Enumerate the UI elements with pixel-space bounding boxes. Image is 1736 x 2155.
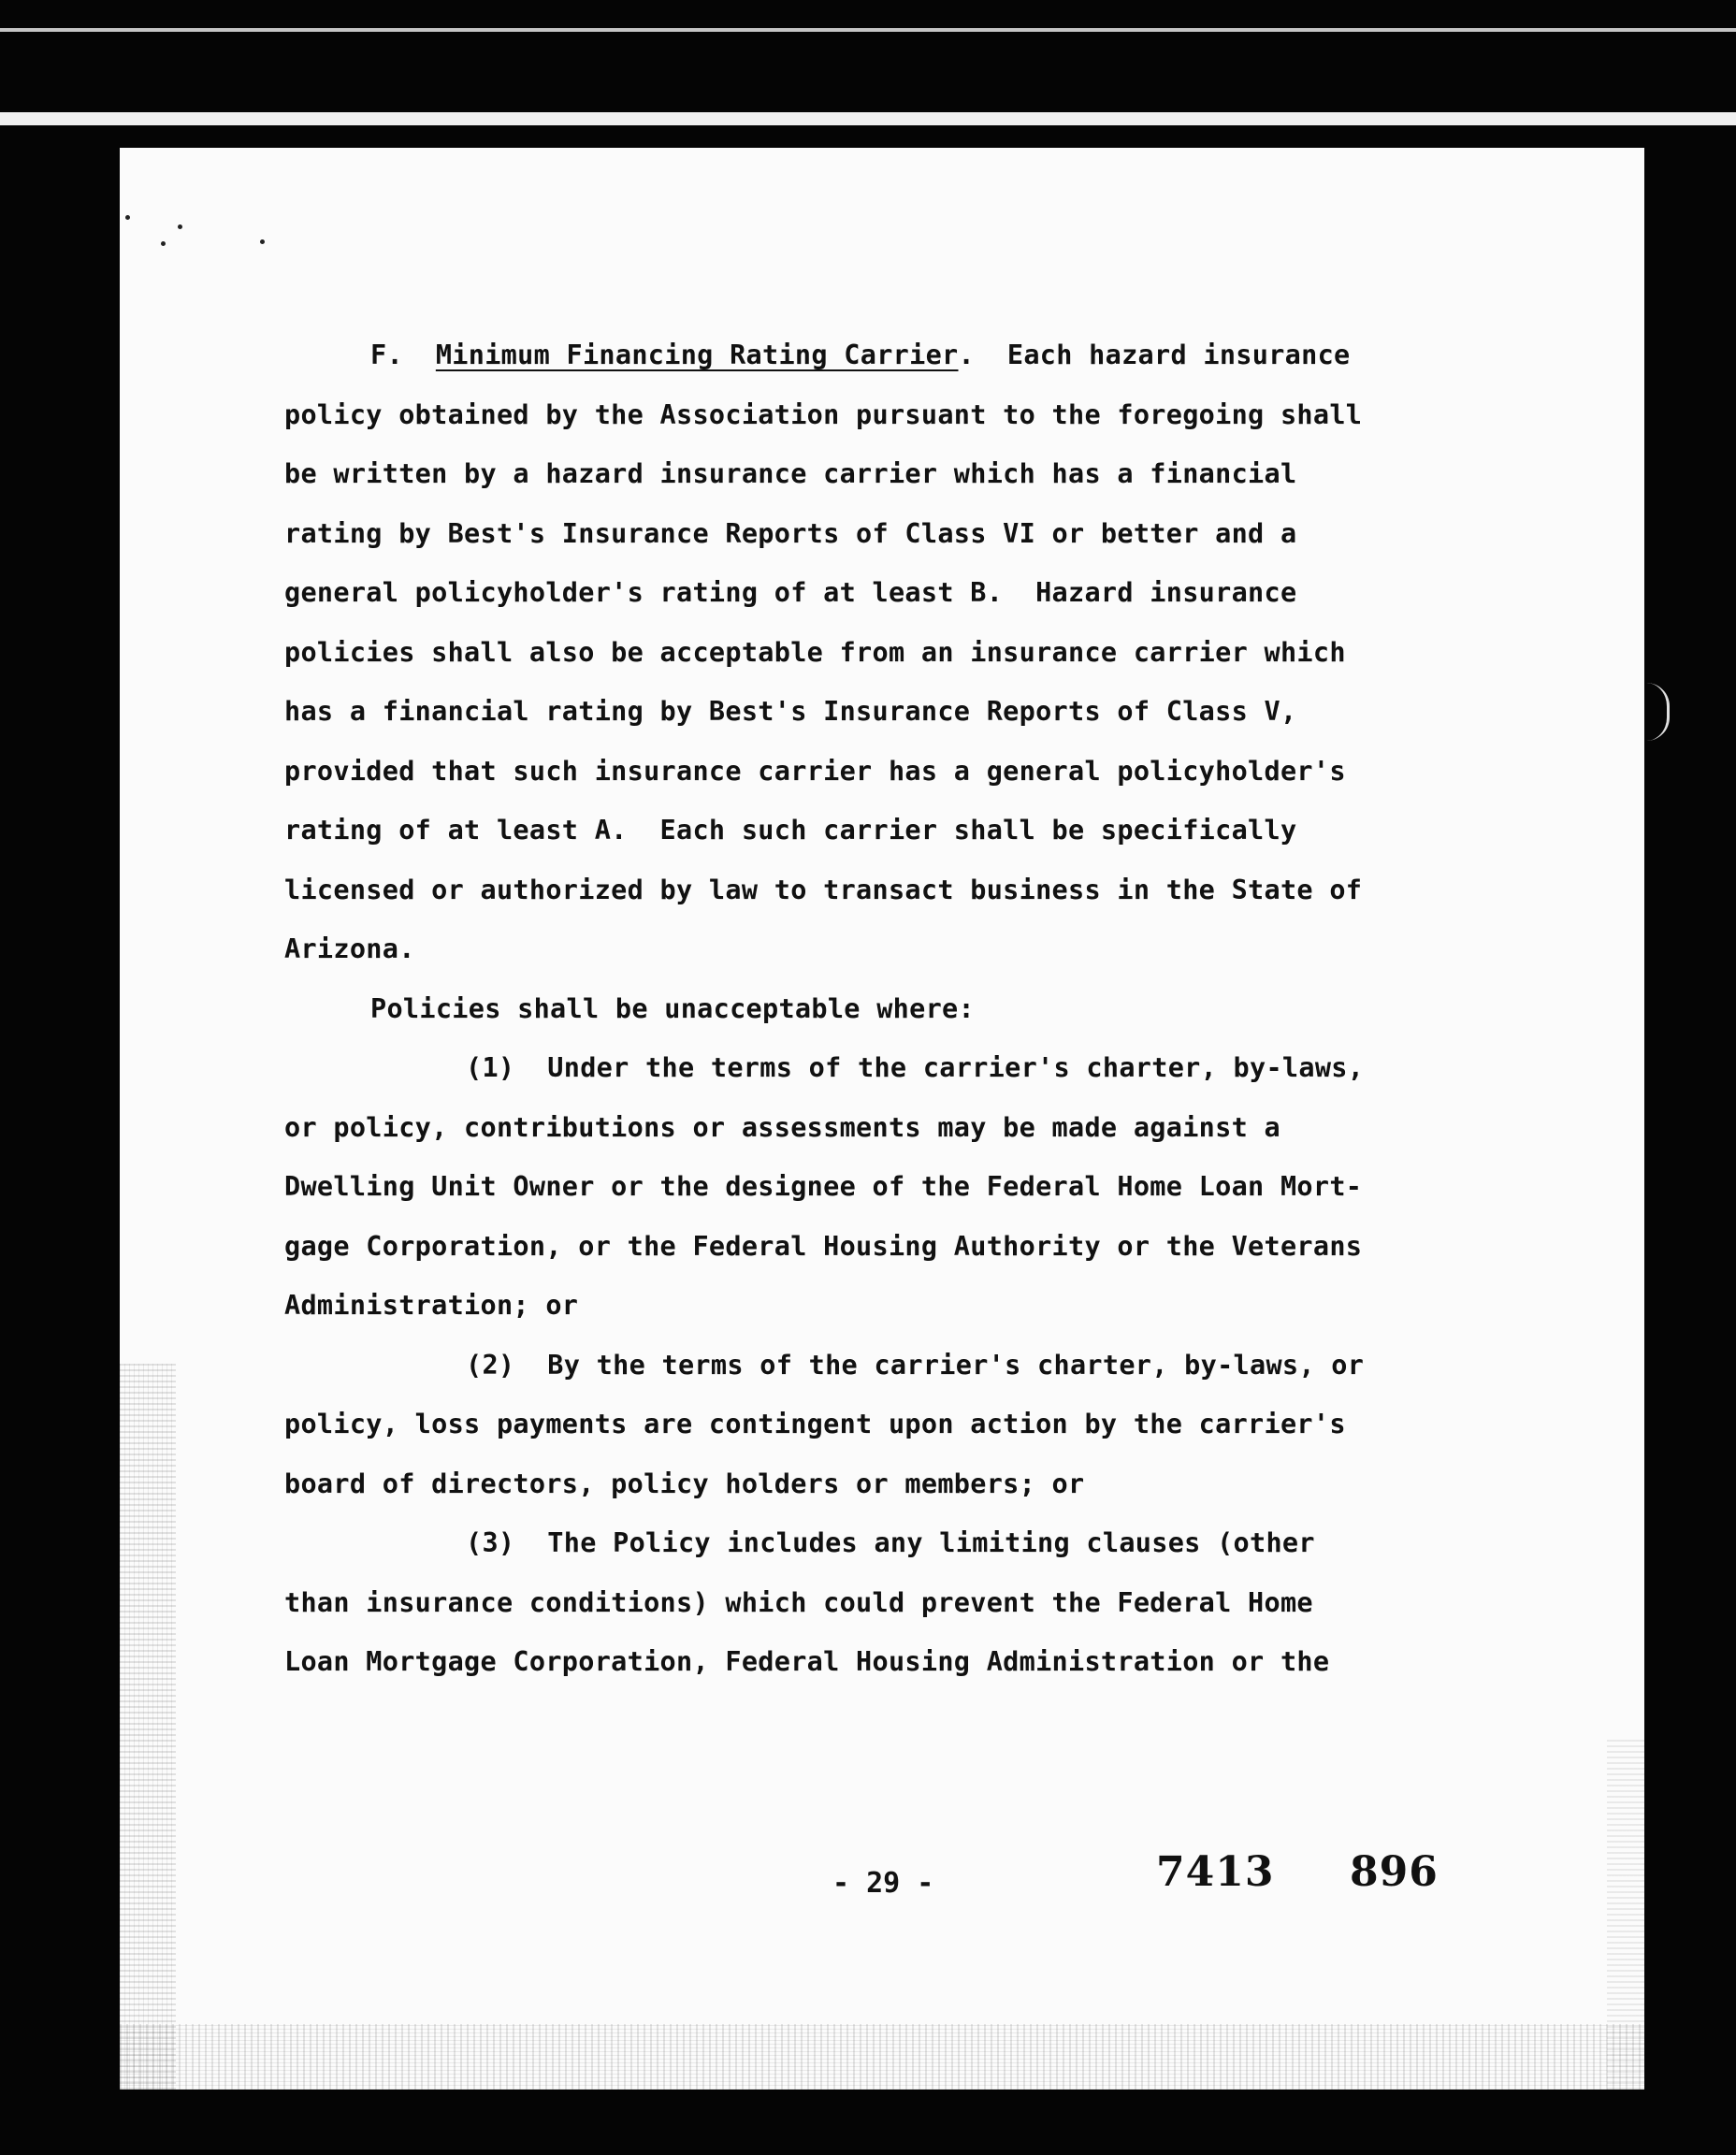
item-3-line: than insurance conditions) which could prevent the Federal Home — [284, 1586, 1313, 1618]
paragraph-line: policy obtained by the Association pursuant to the foregoing shall — [284, 398, 1363, 430]
section-heading: Minimum Financing Rating Carrier — [435, 340, 959, 370]
scan-noise-left — [120, 1364, 176, 2090]
paragraph-line: has a financial rating by Best's Insurance Reports of Class V, — [284, 696, 1297, 727]
item-2-line: policy, loss payments are contingent upon action by the carrier's — [284, 1409, 1346, 1439]
paragraph-f-first-line — [284, 325, 1613, 385]
item-3-first-line: (3) The Policy includes any limiting clauses (other — [466, 1527, 1315, 1558]
unacceptable-intro: Policies shall be unacceptable where: — [370, 992, 975, 1024]
item-1-line: or policy, contributions or assessments may be made against a — [284, 1111, 1280, 1143]
item-3-line: Loan Mortgage Corporation, Federal Housing Administration or the — [284, 1646, 1330, 1677]
scan-speck — [125, 215, 130, 220]
scan-top-rule-lower — [0, 112, 1736, 125]
recording-reference-book: 7413 — [1156, 1848, 1275, 1896]
item-2-first-line: (2) By the terms of the carrier's charter, by-laws, or — [466, 1349, 1365, 1381]
page-number: - 29 - — [832, 1867, 934, 1900]
paragraph-line: licensed or authorized by law to transact business in the State of — [284, 874, 1363, 905]
paragraph-line: general policyholder's rating of at least B. Hazard insurance — [284, 577, 1297, 608]
paragraph-line: be written by a hazard insurance carrier which has a financial — [284, 458, 1297, 489]
item-1-line: Administration; or — [284, 1290, 579, 1321]
item-1-first-line: (1) Under the terms of the carrier's charter, by-laws, — [466, 1052, 1365, 1083]
item-2-line: board of directors, policy holders or members; or — [284, 1468, 1085, 1499]
recording-reference-page: 896 — [1350, 1848, 1439, 1896]
section-heading-tail: . Each hazard insurance — [958, 340, 1351, 370]
section-label: F. — [370, 340, 403, 370]
scan-speck — [260, 239, 265, 244]
scan-top-border — [0, 0, 1736, 131]
paragraph-line: policies shall also be acceptable from an insurance carrier which — [284, 636, 1346, 668]
scan-noise-right — [1607, 1738, 1644, 2090]
scan-speck — [178, 224, 182, 229]
paragraph-line: provided that such insurance carrier has a general policyholder's — [284, 755, 1346, 787]
item-1-line: Dwelling Unit Owner or the designee of the Federal Home Loan Mort- — [284, 1171, 1363, 1202]
scan-speck — [161, 241, 166, 246]
scan-edge-mark — [1646, 683, 1670, 741]
scan-top-rule — [0, 28, 1736, 32]
item-1-line: gage Corporation, or the Federal Housing Authority or the Veterans — [284, 1230, 1363, 1262]
paragraph-line: Arizona. — [284, 933, 415, 964]
document-page — [120, 148, 1644, 2090]
paragraph-line: rating of at least A. Each such carrier shall be specifically — [284, 815, 1297, 846]
paragraph-line: rating by Best's Insurance Reports of Class VI or better and a — [284, 517, 1297, 549]
document-body — [284, 325, 1613, 1692]
scan-noise-bottom — [120, 2024, 1644, 2090]
